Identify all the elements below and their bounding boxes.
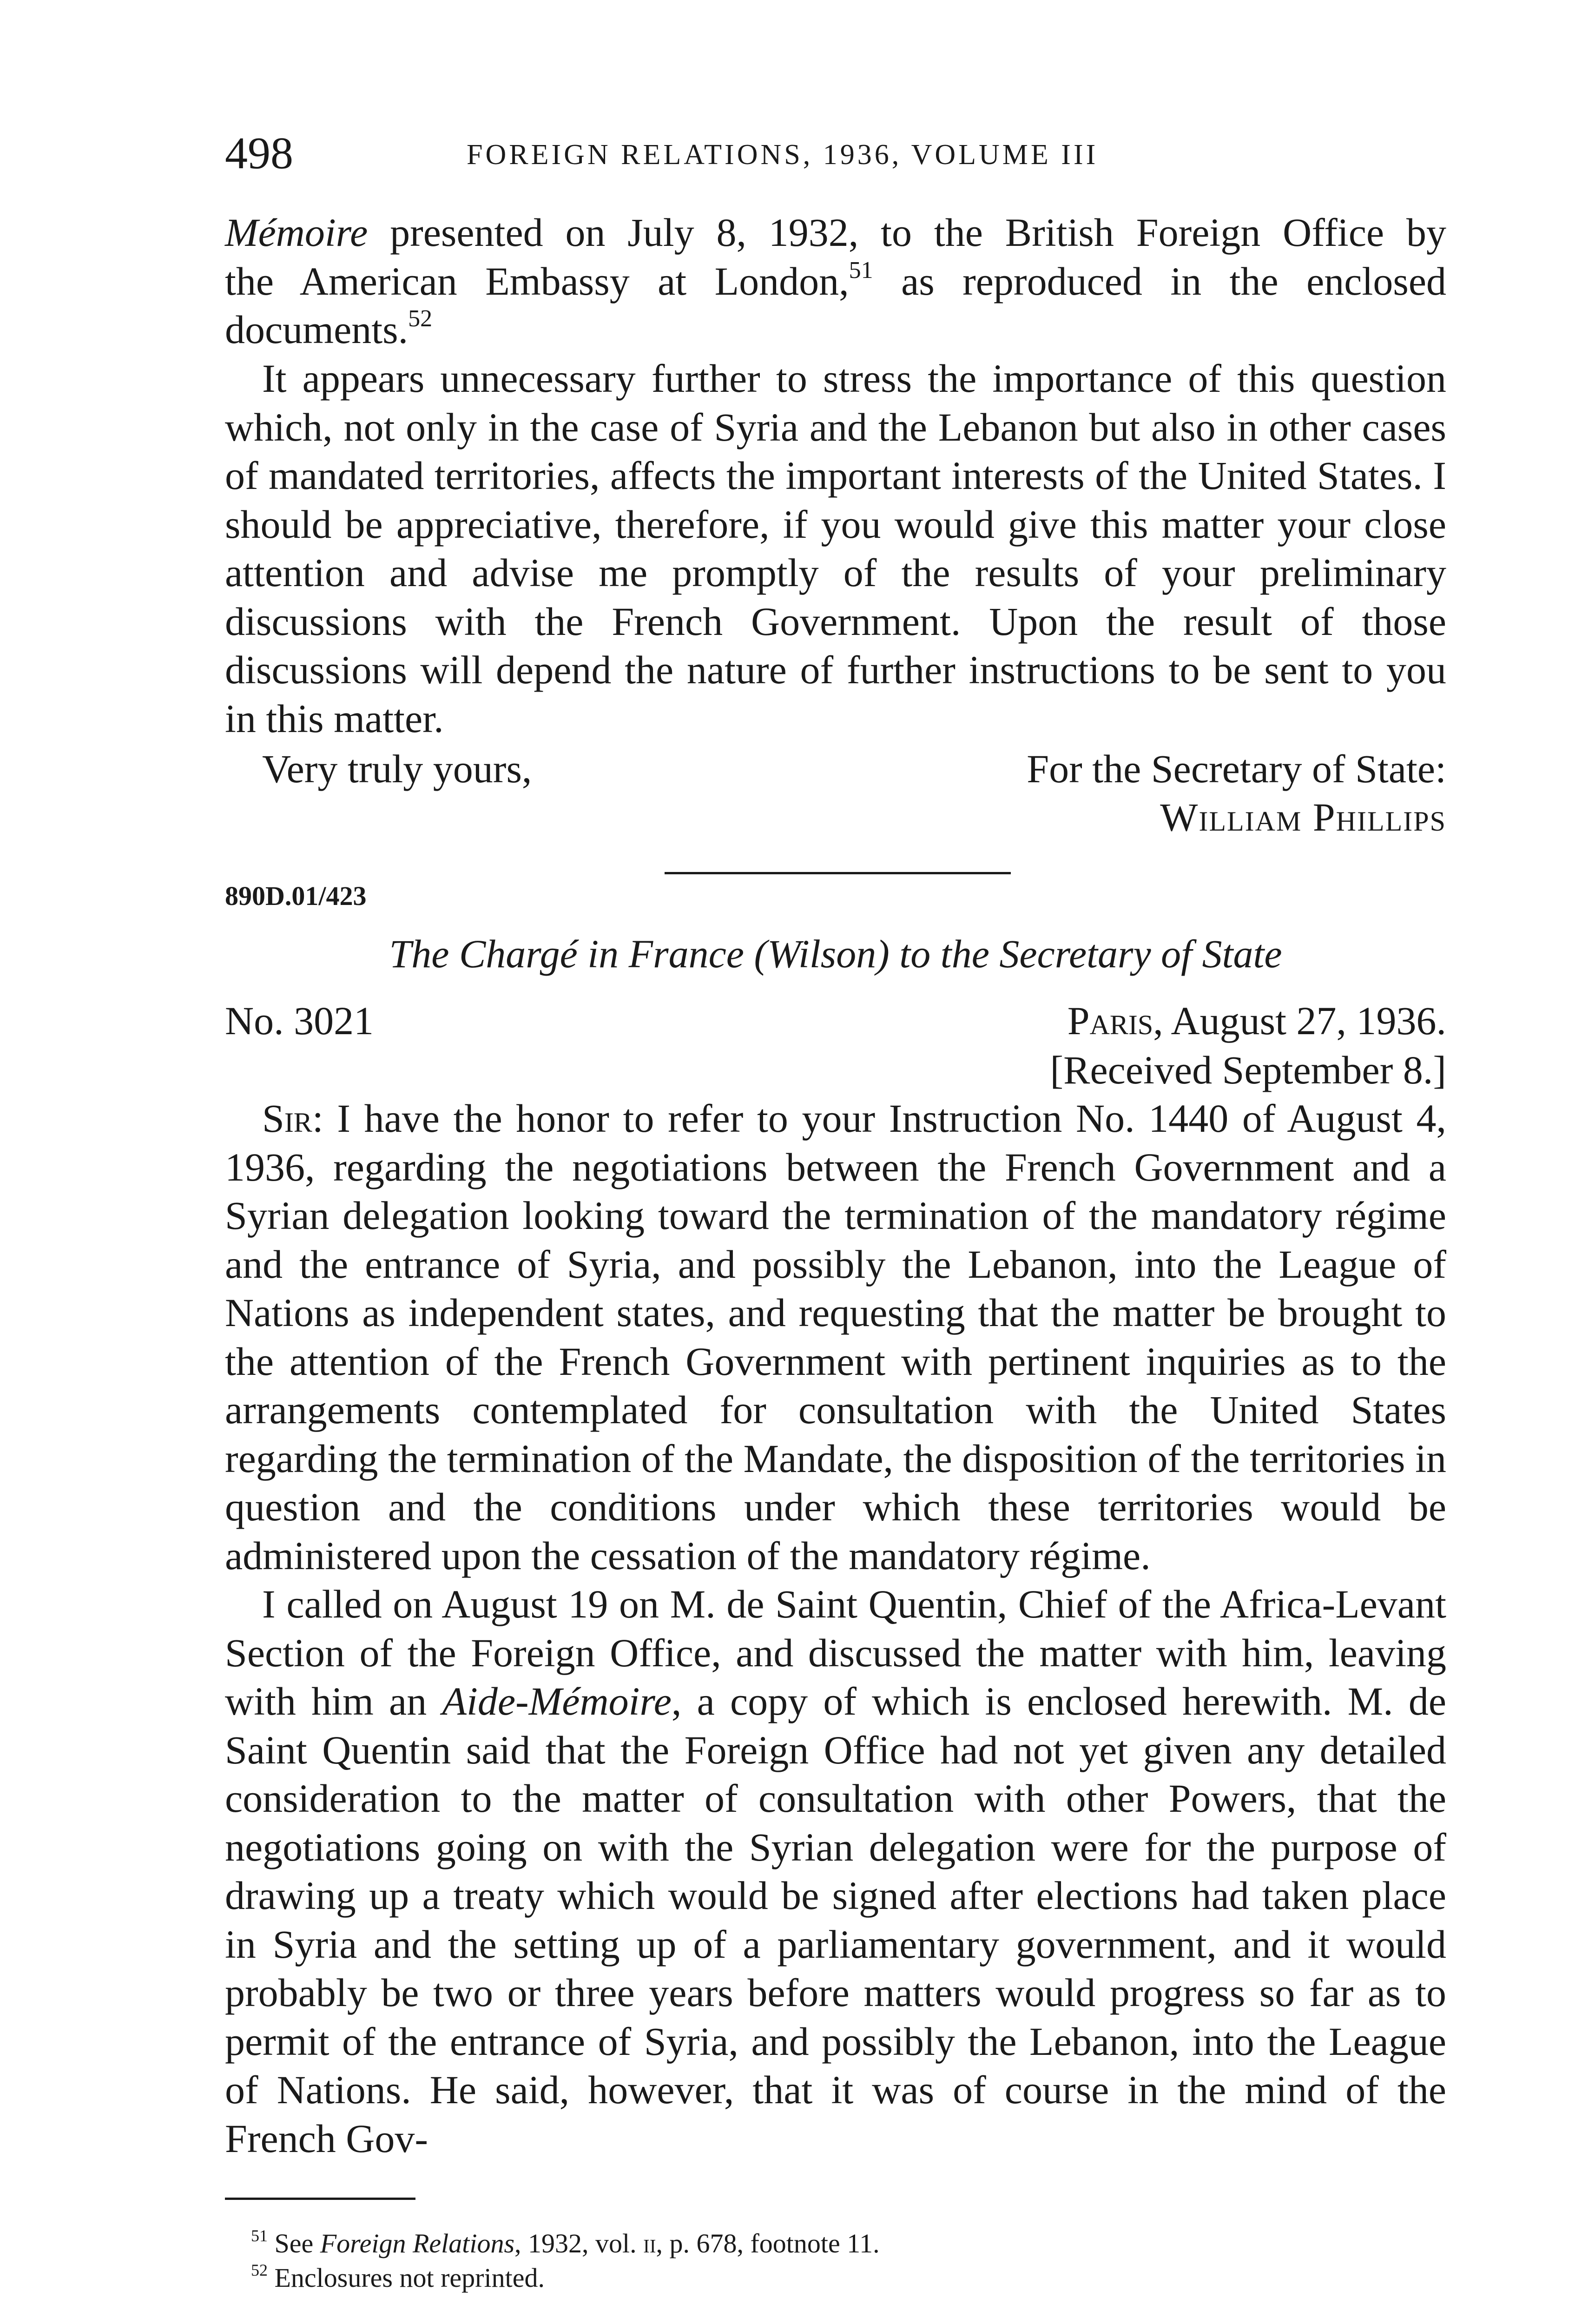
letter-body — [225, 1094, 1446, 2163]
text-run: , 1932, vol. — [514, 2228, 644, 2258]
text-run: See — [268, 2228, 320, 2258]
paragraph-text: It appears unnecessary further to stress the importance of this question which, not only in the case of Syria and the Lebanon but also in other cases of mandated territories, affects the important interests of the United States. I should be appreciative, therefore, if you would give this matter your close attention and advise me promptly of the results of your preliminary discussions with the French Government. Upon the result of those discussions will depend the nature of further instructions to be sent to you in this matter. — [225, 356, 1446, 741]
dateline-place: Paris — [1067, 998, 1153, 1043]
text-run: the American Embassy at London, — [225, 258, 849, 304]
footnote-51 — [251, 2226, 880, 2261]
document-number: No. 3021 — [225, 998, 374, 1043]
received-date: [Received September 8.] — [1050, 1048, 1446, 1092]
text-line — [225, 208, 1446, 257]
text-run: Enclosures not reprinted. — [268, 2263, 545, 2293]
dateline-date: , August 27, 1936. — [1153, 998, 1446, 1043]
footnote-52 — [251, 2261, 880, 2295]
italic-term: Foreign Relations — [320, 2228, 515, 2258]
text-line — [225, 305, 1446, 354]
document-heading: The Chargé in France (Wilson) to the Secretary of State — [389, 931, 1282, 976]
text-run: , p. 678, footnote 11. — [656, 2228, 880, 2258]
text-run: documents. — [225, 307, 409, 352]
italic-term: Aide-Mémoire — [442, 1679, 672, 1723]
page-header — [225, 125, 1446, 181]
running-title: FOREIGN RELATIONS, 1936, VOLUME III — [467, 139, 1099, 171]
signer-title: For the Secretary of State: — [1027, 746, 1446, 791]
section-divider — [665, 872, 1011, 874]
text-run: as reproduced in the enclosed — [873, 258, 1446, 304]
footnote-marker: 51 — [251, 2226, 268, 2245]
text-line — [225, 257, 1446, 306]
footnote-ref-52: 52 — [408, 305, 433, 332]
text-run: I called on August 19 on M. de Saint Quentin, Chief of the Africa-Levant Section of the Foreign Office, and discussed the matter with him, leaving with him an — [225, 1582, 1446, 1723]
paragraph-text — [225, 1094, 1446, 1580]
text-run: , a copy of which is enclosed herewith. M. de Saint Quentin said that the Foreign Office had not yet given any detailed consideration to the matter of consultation with other Powers, that the negotiations going on with the Syrian delegation were for the purpose of drawing up a treaty which would be signed after elections had taken place in Syria and the setting up of a parliamentary government, and it would probably be two or three years before matters would progress so far as to permit of the entrance of Syria, and possibly the Lebanon, into the League of Nations. He said, however, that it was of course in the mind of the French Gov- — [225, 1679, 1446, 2161]
footnote-marker: 52 — [251, 2260, 268, 2279]
paragraph-text — [225, 1580, 1446, 2163]
footnote-ref-51: 51 — [849, 257, 873, 284]
italic-term: Mémoire — [225, 210, 368, 255]
salutation: Sir — [262, 1096, 312, 1141]
signature: William Phillips — [1160, 795, 1446, 839]
body-paragraph — [225, 354, 1446, 743]
volume-number: ii — [643, 2228, 656, 2258]
text-run: : I have the honor to refer to your Instruction No. 1440 of August 4, 1936, regarding the negotiations between the French Government and a Syrian delegation looking toward the termination of the mandatory régime and the entrance of Syria, and possibly the Lebanon, into the League of Nations as independent states, and requesting that the matter be brought to the attention of the French Government with pertinent inquiries as to the arrangements contemplated for consultation with the United States regarding the termination of the Mandate, the disposition of the territories in question and the conditions under which these territories would be administered upon the cessation of the mandatory régime. — [225, 1096, 1446, 1578]
complimentary-close: Very truly yours, — [262, 746, 532, 791]
page-number: 498 — [225, 128, 293, 178]
text-run: presented on July 8, 1932, to the British Foreign Office by — [368, 210, 1446, 255]
dateline — [1068, 997, 1446, 1045]
footnotes — [251, 2226, 880, 2295]
file-number: 890D.01/423 — [225, 881, 367, 911]
footnote-divider — [225, 2198, 415, 2200]
continuation-paragraph — [225, 208, 1446, 354]
